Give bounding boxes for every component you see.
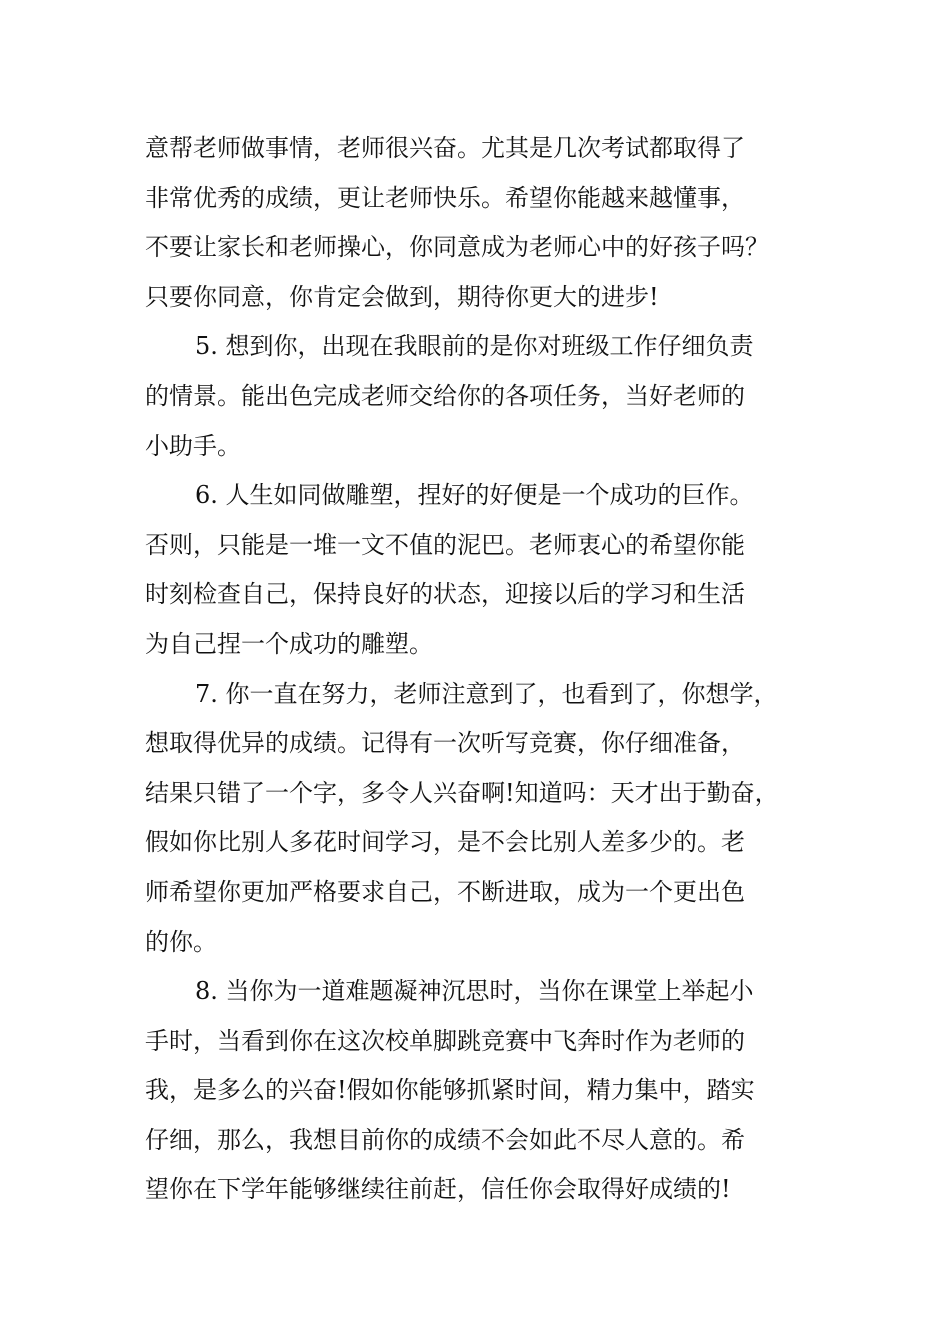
text-line: 师希望你更加严格要求自己，不断进取，成为一个更出色: [145, 877, 745, 906]
text-line: 非常优秀的成绩，更让老师快乐。希望你能越来越懂事，: [145, 183, 745, 212]
paragraph-8-start: 8. 当你为一道难题凝神沉思时，当你在课堂上举起小: [195, 977, 754, 1006]
paragraph-5-start: 5. 想到你，出现在我眼前的是你对班级工作仔细负责: [195, 332, 754, 361]
paragraph-7-start: 7. 你一直在努力，老师注意到了，也看到了，你想学，: [195, 679, 778, 708]
text-line: 不要让家长和老师操心，你同意成为老师心中的好孩子吗？: [145, 233, 769, 262]
text-line: 仔细，那么，我想目前你的成绩不会如此不尽人意的。希: [145, 1125, 745, 1154]
text-line: 想取得优异的成绩。记得有一次听写竞赛，你仔细准备，: [145, 729, 745, 758]
text-line: 为自己捏一个成功的雕塑。: [145, 629, 433, 658]
text-line: 手时，当看到你在这次校单脚跳竞赛中飞奔时作为老师的: [145, 1026, 745, 1055]
text-line: 望你在下学年能够继续往前赶，信任你会取得好成绩的!: [145, 1175, 731, 1204]
paragraph-6-start: 6. 人生如同做雕塑，捏好的好便是一个成功的巨作。: [195, 481, 754, 510]
text-line: 只要你同意，你肯定会做到，期待你更大的进步!: [145, 282, 659, 311]
text-line: 结果只错了一个字，多令人兴奋啊!知道吗：天才出于勤奋，: [145, 778, 779, 807]
document-body: [145, 124, 825, 1215]
text-line: 时刻检查自己，保持良好的状态，迎接以后的学习和生活: [145, 580, 745, 609]
text-line: 否则，只能是一堆一文不值的泥巴。老师衷心的希望你能: [145, 530, 745, 559]
text-line: 我，是多么的兴奋!假如你能够抓紧时间，精力集中，踏实: [145, 1076, 755, 1105]
text-line: 意帮老师做事情，老师很兴奋。尤其是几次考试都取得了: [145, 134, 745, 162]
text-line: 的情景。能出色完成老师交给你的各项任务，当好老师的: [145, 381, 745, 410]
text-line: 小助手。: [145, 431, 241, 460]
text-line: 假如你比别人多花时间学习，是不会比别人差多少的。老: [145, 828, 745, 857]
text-line: 的你。: [145, 927, 217, 956]
